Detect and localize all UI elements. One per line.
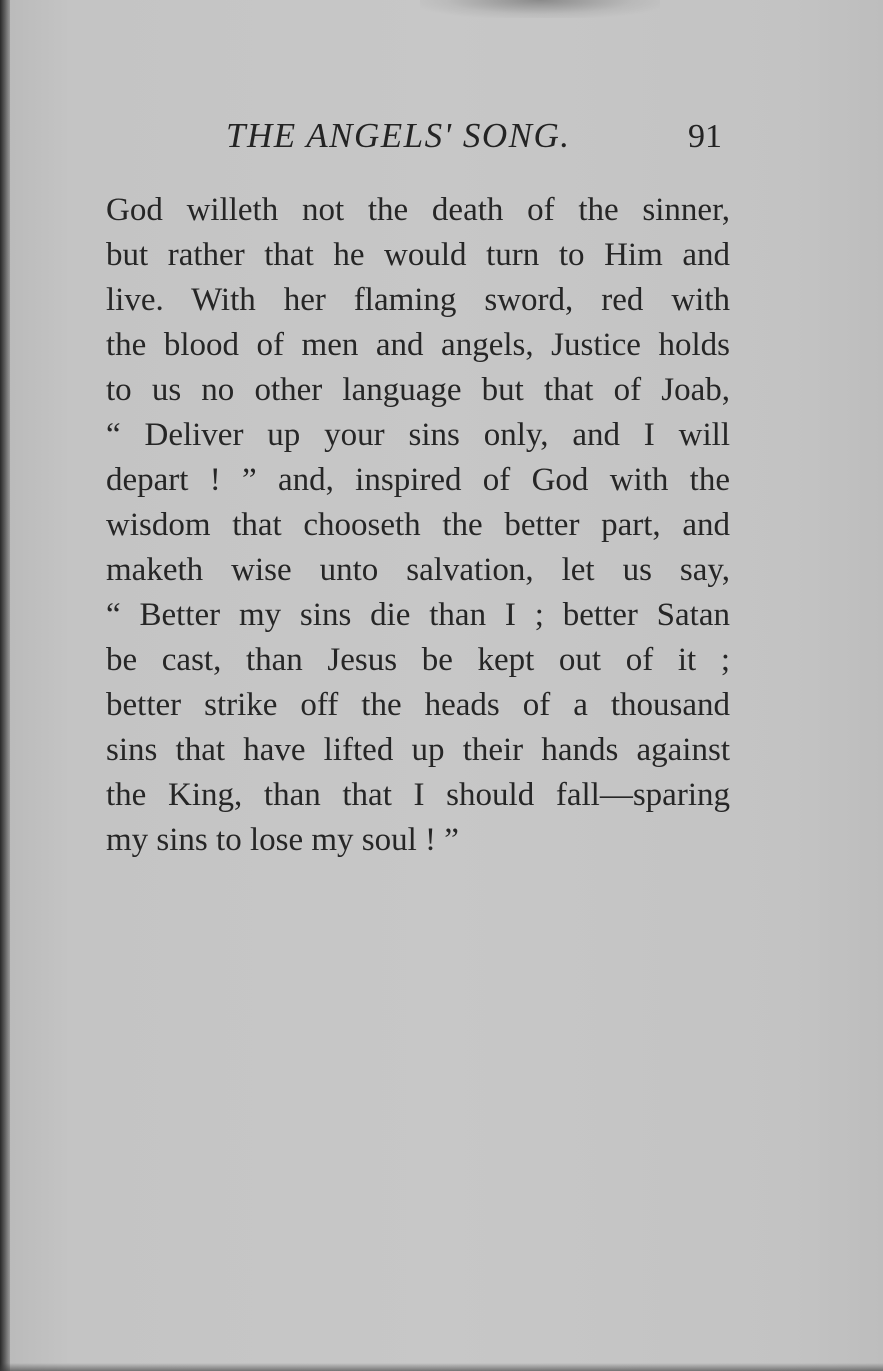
text-line: wisdom that chooseth the better part, and xyxy=(106,507,730,543)
text-line: depart ! ” and, inspired of God with the xyxy=(106,462,730,498)
page-number: 91 xyxy=(688,118,722,155)
text-line: my sins to lose my soul ! ” xyxy=(106,822,459,858)
text-line: “ Better my sins die than I ; better Satan xyxy=(106,597,730,633)
text-line: be cast, than Jesus be kept out of it ; xyxy=(106,642,730,678)
text-line: the King, than that I should fall—sparing xyxy=(106,777,730,813)
text-line: “ Deliver up your sins only, and I will xyxy=(106,417,730,453)
page-binding-edge xyxy=(0,0,10,1371)
text-line: the blood of men and angels, Justice holds xyxy=(106,327,730,363)
bottom-page-edge xyxy=(0,1363,883,1371)
running-title: THE ANGELS' SONG. xyxy=(226,116,571,155)
text-line: sins that have lifted up their hands against xyxy=(106,732,730,768)
top-shadow xyxy=(420,0,660,18)
running-head xyxy=(106,116,726,166)
text-line: live. With her flaming sword, red with xyxy=(106,282,730,318)
body-paragraph xyxy=(106,188,730,863)
text-line: better strike off the heads of a thousand xyxy=(106,687,730,723)
text-line: to us no other language but that of Joab, xyxy=(106,372,730,408)
text-line: maketh wise unto salvation, let us say, xyxy=(106,552,730,588)
text-line: God willeth not the death of the sinner, xyxy=(106,192,730,228)
text-line: but rather that he would turn to Him and xyxy=(106,237,730,273)
